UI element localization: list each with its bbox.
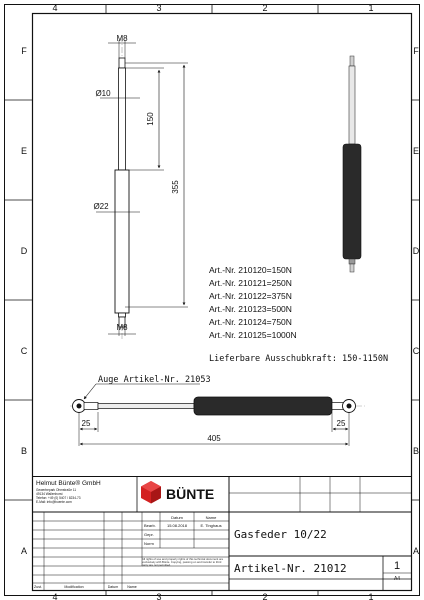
grid-row-left-f: F (21, 46, 27, 56)
grid-col-top-2: 2 (262, 3, 268, 13)
drawing-title: Gasfeder 10/22 (234, 528, 327, 541)
eye-label: Auge Artikel-Nr. 21053 (98, 375, 211, 385)
grid-col-bottom-1: 1 (368, 592, 374, 600)
vertical-gas-spring (93, 34, 188, 340)
horizontal-rod (98, 404, 194, 409)
sheet-number: 1 (393, 560, 401, 572)
row-bearb-label: Bearb. (144, 523, 156, 528)
thread-top-label: M8 (116, 34, 128, 43)
header-name: Name (205, 515, 217, 520)
top-thread (119, 58, 125, 68)
left-eye-dim: 25 (81, 419, 91, 428)
grid-row-right-a: A (412, 546, 420, 556)
grid-row-right-f: F (413, 46, 419, 56)
grid-row-right-d: D (412, 246, 420, 256)
grid-col-top-1: 1 (368, 3, 374, 13)
company-name: Helmut Bünte® GmbH (36, 480, 101, 487)
rev-name-label: Name (127, 585, 137, 589)
grid-row-right-b: B (412, 446, 420, 456)
article-item: Art.-Nr. 210124=750N (209, 317, 292, 327)
grid-row-left-e: E (20, 146, 28, 156)
thread-bottom-label: M8 (116, 323, 128, 332)
sheet-format: A4 (393, 576, 401, 582)
grid-row-left-a: A (20, 546, 28, 556)
grid-col-bottom-2: 2 (262, 592, 268, 600)
grid-col-top-4: 4 (52, 3, 58, 13)
piston-rod (119, 68, 126, 170)
grid-row-left-b: B (20, 446, 28, 456)
article-item: Art.-Nr. 210122=375N (209, 291, 292, 301)
header-datum: Datum (171, 515, 183, 520)
article-item: Art.-Nr. 210120=150N (209, 265, 292, 275)
address-line: Telefon: +49 (0) 5407 / 8234-73 (36, 496, 81, 500)
row-gepr-label: Gepr. (144, 532, 154, 537)
grid-col-bottom-3: 3 (156, 592, 162, 600)
grid-row-left-d: D (20, 246, 28, 256)
grid-row-left-c: C (20, 346, 28, 356)
rev-datum-label: Datum (107, 585, 119, 589)
address-line: E-Mail: info@buente.com (36, 500, 72, 504)
cylinder-tube (115, 170, 129, 313)
grid-row-right-c: C (412, 346, 420, 356)
total-length-dim: 405 (207, 434, 221, 443)
article-number: Artikel-Nr. 21012 (234, 562, 347, 575)
rod-diameter-label: Ø10 (95, 89, 111, 98)
legal-notice-box (142, 558, 228, 578)
force-range-text: Lieferbare Ausschubkraft: 150-1150N (209, 354, 389, 364)
bearb-date: 15.08.2018 (166, 523, 188, 528)
horizontal-tube (194, 397, 332, 415)
overall-length-label: 355 (171, 180, 180, 194)
address-line: Gewerbepark Ohmstraße 11 (36, 488, 77, 492)
grid-col-top-3: 3 (156, 3, 162, 13)
grid-row-right-e: E (412, 146, 420, 156)
rev-modification-label: Modification (64, 585, 84, 589)
logo-text: BÜNTE (166, 486, 215, 502)
row-norm-label: Norm (144, 541, 154, 546)
article-list (209, 265, 297, 340)
article-item: Art.-Nr. 210123=500N (209, 304, 292, 314)
buente-logo (141, 481, 214, 504)
grid-col-bottom-4: 4 (52, 592, 58, 600)
article-item: Art.-Nr. 210125=1000N (209, 330, 297, 340)
legal-notice: All rights of use and property rights of this technical document are exclusively with Bünte. Copying, passing on and transfer to third party are not permitted. (142, 558, 224, 568)
gas-spring-illustration-vertical (343, 56, 361, 272)
right-eye-dim: 25 (336, 419, 346, 428)
address-line: 49134 Wallenhorst (36, 492, 63, 496)
tube-diameter-label: Ø22 (93, 202, 109, 211)
article-item: Art.-Nr. 210121=250N (209, 278, 292, 288)
horizontal-gas-spring (70, 375, 366, 446)
rev-zust-label: Zust. (34, 585, 42, 589)
stroke-length-label: 150 (146, 112, 155, 126)
bearb-name: E. Tinghaus (200, 523, 222, 528)
